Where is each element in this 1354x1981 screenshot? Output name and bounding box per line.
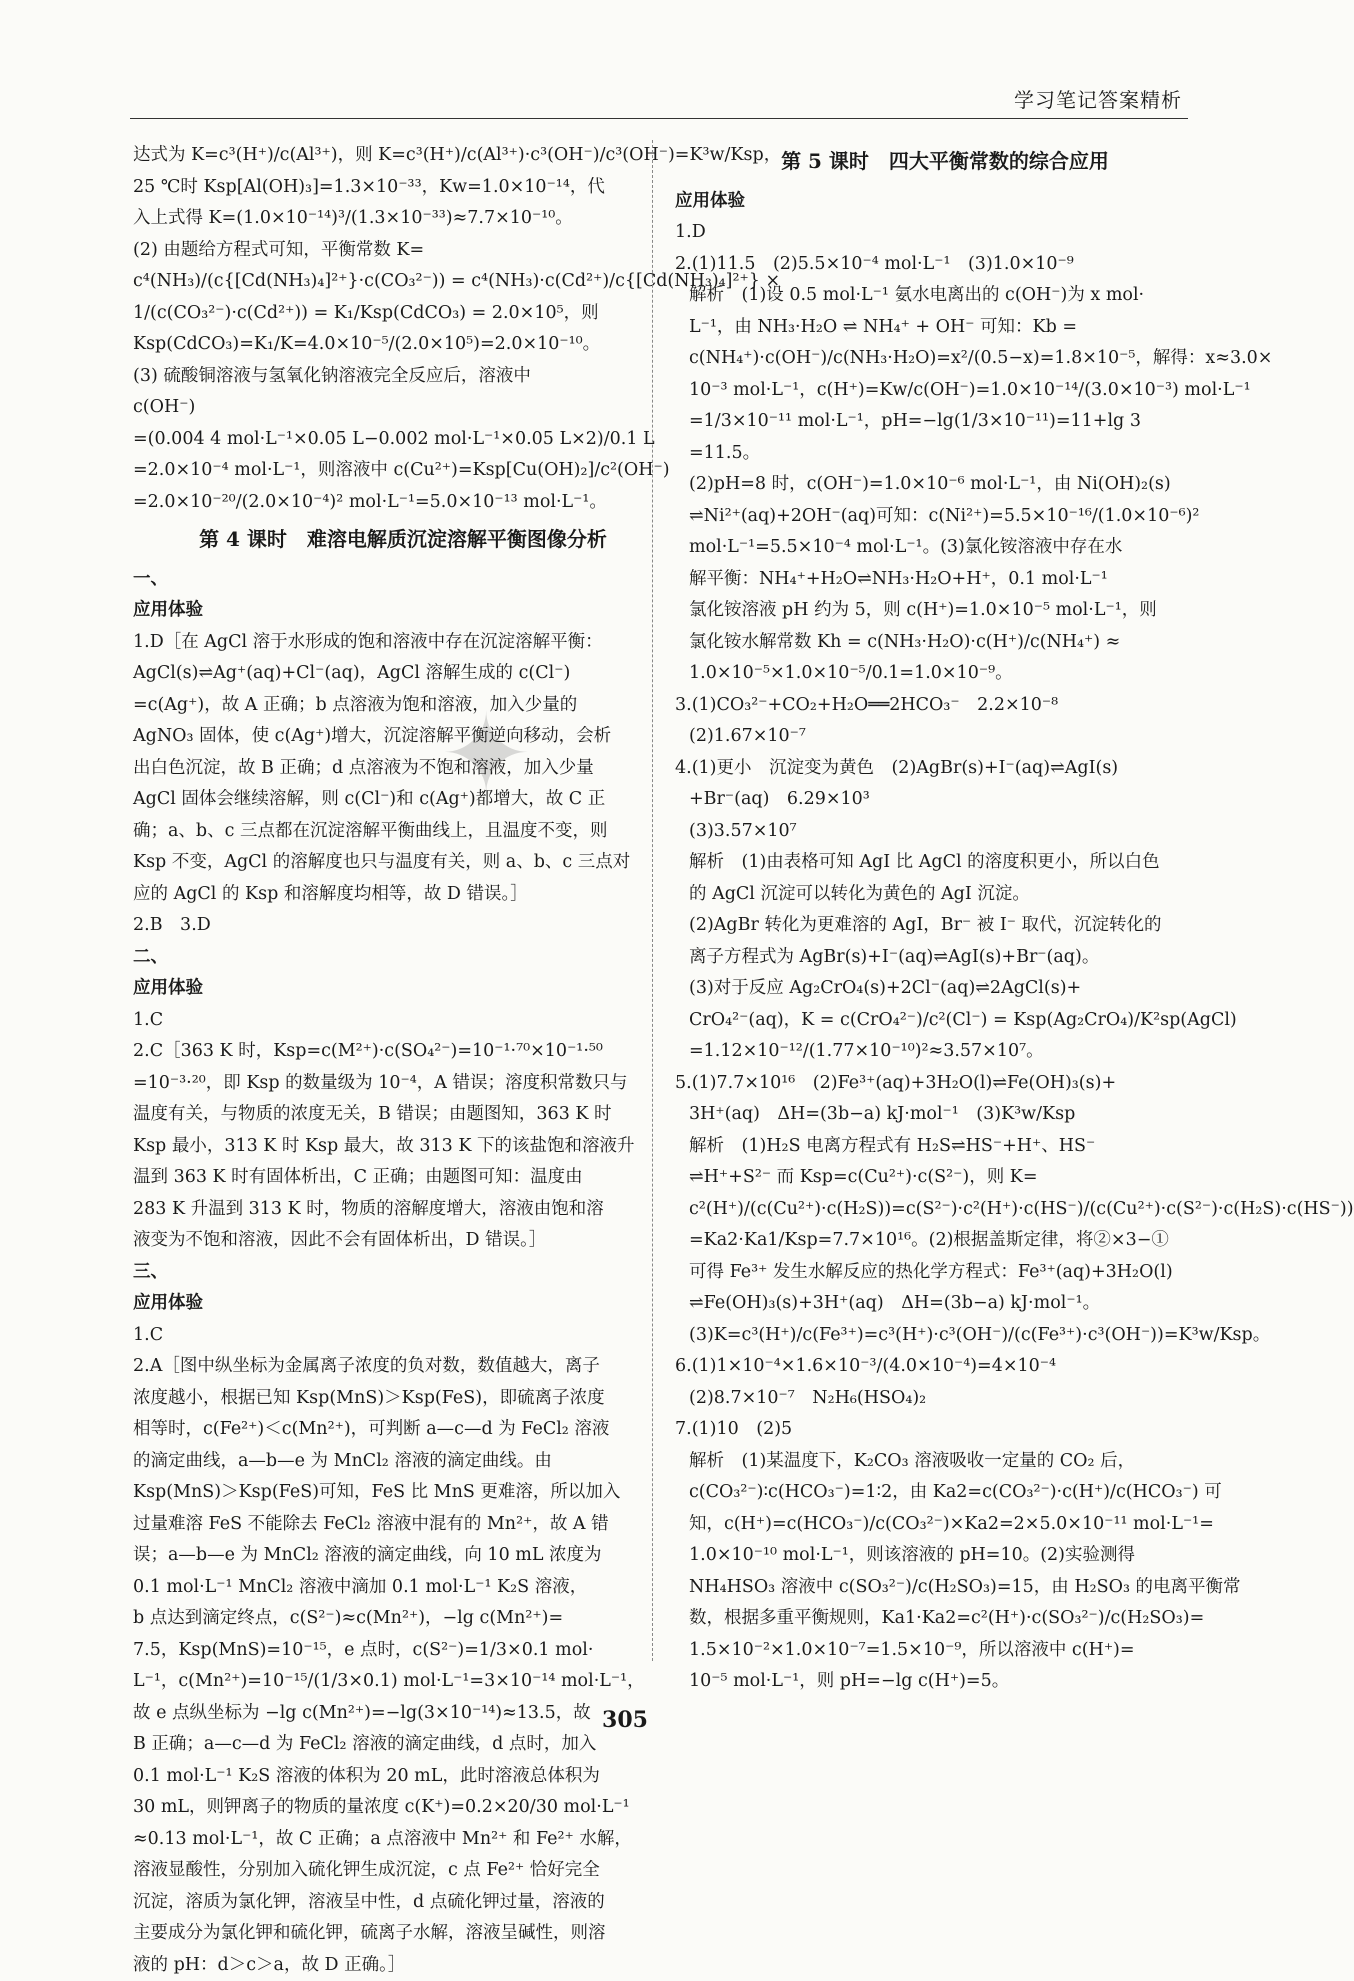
subsection-label: 应用体验 <box>675 186 1215 218</box>
subsection-label: 应用体验 <box>133 973 673 1005</box>
subsection-label: 二、 <box>133 942 673 974</box>
text-line: 故 e 点纵坐标为 −lg c(Mn²⁺)=−lg(3×10⁻¹⁴)≈13.5，故 <box>133 1698 673 1730</box>
column-divider <box>652 140 653 1661</box>
text-line: (2)AgBr 转化为更难溶的 AgI，Br⁻ 被 I⁻ 取代，沉淀转化的 <box>675 910 1215 942</box>
text-line: (3)3.57×10⁷ <box>675 816 1215 848</box>
text-line: AgNO₃ 固体，使 c(Ag⁺)增大，沉淀溶解平衡逆向移动，会析 <box>133 721 673 753</box>
text-line: 4.(1)更小 沉淀变为黄色 (2)AgBr(s)+I⁻(aq)⇌AgI(s) <box>675 753 1215 785</box>
text-line: NH₄HSO₃ 溶液中 c(SO₃²⁻)/c(H₂SO₃)=15，由 H₂SO₃ 的电离平衡常 <box>675 1572 1215 1604</box>
text-line: 离子方程式为 AgBr(s)+I⁻(aq)⇌AgI(s)+Br⁻(aq)。 <box>675 942 1215 974</box>
text-line: 3H⁺(aq) ΔH=(3b−a) kJ·mol⁻¹ (3)K³w/Ksp <box>675 1099 1215 1131</box>
text-line: L⁻¹，c(Mn²⁺)=10⁻¹⁵/(1/3×0.1) mol·L⁻¹=3×10⁻¹⁴ mol·L⁻¹， <box>133 1666 673 1698</box>
text-line: 误；a—b—e 为 MnCl₂ 溶液的滴定曲线，向 10 mL 浓度为 <box>133 1540 673 1572</box>
text-line: 液的 pH：d＞c＞a，故 D 正确。］ <box>133 1950 673 1981</box>
text-line: c(CO₃²⁻)∶c(HCO₃⁻)=1∶2，由 Ka2=c(CO₃²⁻)·c(H⁺)/c(HCO₃⁻) 可 <box>675 1477 1215 1509</box>
text-line: 溶液显酸性，分别加入硫化钾生成沉淀，c 点 Fe²⁺ 恰好完全 <box>133 1855 673 1887</box>
text-line: ⇌Ni²⁺(aq)+2OH⁻(aq)可知：c(Ni²⁺)=5.5×10⁻¹⁶/(1.0×10⁻⁶)² <box>675 501 1215 533</box>
text-line: 解析 (1)H₂S 电离方程式有 H₂S⇌HS⁻+H⁺、HS⁻ <box>675 1131 1215 1163</box>
text-line: =1/3×10⁻¹¹ mol·L⁻¹，pH=−lg(1/3×10⁻¹¹)=11+lg 3 <box>675 406 1215 438</box>
header-rule <box>130 118 1188 119</box>
text-line: c(OH⁻) <box>133 392 673 424</box>
section-title: 第 4 课时 难溶电解质沉淀溶解平衡图像分析 <box>133 524 673 556</box>
text-line: ⇌H⁺+S²⁻ 而 Ksp=c(Cu²⁺)·c(S²⁻)，则 K= <box>675 1162 1215 1194</box>
text-line: (3)对于反应 Ag₂CrO₄(s)+2Cl⁻(aq)⇌2AgCl(s)+ <box>675 973 1215 1005</box>
text-line: 相等时，c(Fe²⁺)＜c(Mn²⁺)，可判断 a—c—d 为 FeCl₂ 溶液 <box>133 1414 673 1446</box>
text-line: 2.C［363 K 时，Ksp=c(M²⁺)·c(SO₄²⁻)=10⁻¹·⁷⁰×10⁻¹·⁵⁰ <box>133 1036 673 1068</box>
subsection-label: 三、 <box>133 1257 673 1289</box>
text-line: L⁻¹，由 NH₃·H₂O ⇌ NH₄⁺ + OH⁻ 可知：Kb = <box>675 312 1215 344</box>
text-line: =10⁻³·²⁰，即 Ksp 的数量级为 10⁻⁴，A 错误；溶度积常数只与 <box>133 1068 673 1100</box>
text-line: 1.C <box>133 1005 673 1037</box>
text-line: 知，c(H⁺)=c(HCO₃⁻)/c(CO₃²⁻)×Ka2=2×5.0×10⁻¹¹ mol·L⁻¹= <box>675 1509 1215 1541</box>
text-line: 1.D［在 AgCl 溶于水形成的饱和溶液中存在沉淀溶解平衡： <box>133 627 673 659</box>
text-line: 温度有关，与物质的浓度无关，B 错误；由题图知，363 K 时 <box>133 1099 673 1131</box>
text-line: 温到 363 K 时有固体析出，C 正确；由题图可知：温度由 <box>133 1162 673 1194</box>
text-line: 氯化铵水解常数 Kh = c(NH₃·H₂O)·c(H⁺)/c(NH₄⁺) ≈ <box>675 627 1215 659</box>
text-line: AgCl 固体会继续溶解，则 c(Cl⁻)和 c(Ag⁺)都增大，故 C 正 <box>133 784 673 816</box>
text-line: 出白色沉淀，故 B 正确；d 点溶液为不饱和溶液，加入少量 <box>133 753 673 785</box>
text-line: 解析 (1)某温度下，K₂CO₃ 溶液吸收一定量的 CO₂ 后， <box>675 1446 1215 1478</box>
text-line: 液变为不饱和溶液，因此不会有固体析出，D 错误。］ <box>133 1225 673 1257</box>
text-line: 解平衡：NH₄⁺+H₂O⇌NH₃·H₂O+H⁺，0.1 mol·L⁻¹ <box>675 564 1215 596</box>
text-line: (2)8.7×10⁻⁷ N₂H₆(HSO₄)₂ <box>675 1383 1215 1415</box>
text-line: (2)1.67×10⁻⁷ <box>675 721 1215 753</box>
text-line: 283 K 升温到 313 K 时，物质的溶解度增大，溶液由饱和溶 <box>133 1194 673 1226</box>
text-line: 解析 (1)设 0.5 mol·L⁻¹ 氨水电离出的 c(OH⁻)为 x mol· <box>675 280 1215 312</box>
text-line: (3) 硫酸铜溶液与氢氧化钠溶液完全反应后，溶液中 <box>133 361 673 393</box>
text-line: 1.0×10⁻⁵×1.0×10⁻⁵/0.1=1.0×10⁻⁹。 <box>675 658 1215 690</box>
subsection-label: 应用体验 <box>133 1288 673 1320</box>
text-line: 1.0×10⁻¹⁰ mol·L⁻¹，则该溶液的 pH=10。(2)实验测得 <box>675 1540 1215 1572</box>
section-title: 第 5 课时 四大平衡常数的综合应用 <box>675 146 1215 178</box>
text-line: 过量难溶 FeS 不能除去 FeCl₂ 溶液中混有的 Mn²⁺，故 A 错 <box>133 1509 673 1541</box>
text-line: 1.C <box>133 1320 673 1352</box>
subsection-label: 应用体验 <box>133 595 673 627</box>
text-line: ⇌Fe(OH)₃(s)+3H⁺(aq) ΔH=(3b−a) kJ·mol⁻¹。 <box>675 1288 1215 1320</box>
text-line: 达式为 K=c³(H⁺)/c(Al³⁺)，则 K=c³(H⁺)/c(Al³⁺)·c³(OH⁻)/c³(OH⁻)=K³w/Ksp， <box>133 140 673 172</box>
text-line: c²(H⁺)/(c(Cu²⁺)·c(H₂S))=c(S²⁻)·c²(H⁺)·c(HS⁻)/(c(Cu²⁺)·c(S²⁻)·c(H₂S)·c(HS⁻)) <box>675 1194 1215 1226</box>
watermark: ✦ <box>440 690 542 818</box>
text-line: (2) 由题给方程式可知，平衡常数 K= <box>133 235 673 267</box>
text-line: 1.5×10⁻²×1.0×10⁻⁷=1.5×10⁻⁹，所以溶液中 c(H⁺)= <box>675 1635 1215 1667</box>
text-line: 的滴定曲线，a—b—e 为 MnCl₂ 溶液的滴定曲线。由 <box>133 1446 673 1478</box>
text-line: 5.(1)7.7×10¹⁶ (2)Fe³⁺(aq)+3H₂O(l)⇌Fe(OH)₃(s)+ <box>675 1068 1215 1100</box>
text-line: 2.B 3.D <box>133 910 673 942</box>
text-line: 可得 Fe³⁺ 发生水解反应的热化学方程式：Fe³⁺(aq)+3H₂O(l) <box>675 1257 1215 1289</box>
text-line: ≈0.13 mol·L⁻¹，故 C 正确；a 点溶液中 Mn²⁺ 和 Fe²⁺ 水解， <box>133 1824 673 1856</box>
text-line: =2.0×10⁻⁴ mol·L⁻¹，则溶液中 c(Cu²⁺)=Ksp[Cu(OH)₂]/c²(OH⁻) <box>133 455 673 487</box>
text-line: 6.(1)1×10⁻⁴×1.6×10⁻³/(4.0×10⁻⁴)=4×10⁻⁴ <box>675 1351 1215 1383</box>
left-column <box>133 140 673 1981</box>
text-line: 确；a、b、c 三点都在沉淀溶解平衡曲线上，且温度不变，则 <box>133 816 673 848</box>
text-line: 7.5，Ksp(MnS)=10⁻¹⁵，e 点时，c(S²⁻)=1/3×0.1 mol· <box>133 1635 673 1667</box>
text-line: =c(Ag⁺)，故 A 正确；b 点溶液为饱和溶液，加入少量的 <box>133 690 673 722</box>
text-line: mol·L⁻¹=5.5×10⁻⁴ mol·L⁻¹。(3)氯化铵溶液中存在水 <box>675 532 1215 564</box>
text-line: =Ka2·Ka1/Ksp=7.7×10¹⁶。(2)根据盖斯定律，将②×3−① <box>675 1225 1215 1257</box>
text-line: 3.(1)CO₃²⁻+CO₂+H₂O══2HCO₃⁻ 2.2×10⁻⁸ <box>675 690 1215 722</box>
text-line: B 正确；a—c—d 为 FeCl₂ 溶液的滴定曲线，d 点时，加入 <box>133 1729 673 1761</box>
text-line: 2.A［图中纵坐标为金属离子浓度的负对数，数值越大，离子 <box>133 1351 673 1383</box>
text-line: 数，根据多重平衡规则，Ka1·Ka2=c²(H⁺)·c(SO₃²⁻)/c(H₂SO₃)= <box>675 1603 1215 1635</box>
text-line: 氯化铵溶液 pH 约为 5，则 c(H⁺)=1.0×10⁻⁵ mol·L⁻¹，则 <box>675 595 1215 627</box>
text-line: 应的 AgCl 的 Ksp 和溶解度均相等，故 D 错误。］ <box>133 879 673 911</box>
text-line: 沉淀，溶质为氯化钾，溶液呈中性，d 点硫化钾过量，溶液的 <box>133 1887 673 1919</box>
subsection-label: 一、 <box>133 564 673 596</box>
text-line: 0.1 mol·L⁻¹ K₂S 溶液的体积为 20 mL，此时溶液总体积为 <box>133 1761 673 1793</box>
text-line: 10⁻³ mol·L⁻¹，c(H⁺)=Kw/c(OH⁻)=1.0×10⁻¹⁴/(3.0×10⁻³) mol·L⁻¹ <box>675 375 1215 407</box>
text-line: 主要成分为氯化钾和硫化钾，硫离子水解，溶液呈碱性，则溶 <box>133 1918 673 1950</box>
text-line: =(0.004 4 mol·L⁻¹×0.05 L−0.002 mol·L⁻¹×0.05 L×2)/0.1 L <box>133 424 673 456</box>
text-line: (3)K=c³(H⁺)/c(Fe³⁺)=c³(H⁺)·c³(OH⁻)/(c(Fe³⁺)·c³(OH⁻))=K³w/Ksp。 <box>675 1320 1215 1352</box>
text-line: c⁴(NH₃)/(c{[Cd(NH₃)₄]²⁺}·c(CO₃²⁻)) = c⁴(NH₃)·c(Cd²⁺)/c{[Cd(NH₃)₄]²⁺} × <box>133 266 673 298</box>
text-line: 解析 (1)由表格可知 AgI 比 AgCl 的溶度积更小，所以白色 <box>675 847 1215 879</box>
text-line: 1.D <box>675 217 1215 249</box>
text-line: =2.0×10⁻²⁰/(2.0×10⁻⁴)² mol·L⁻¹=5.0×10⁻¹³ mol·L⁻¹。 <box>133 487 673 519</box>
text-line: (2)pH=8 时，c(OH⁻)=1.0×10⁻⁶ mol·L⁻¹，由 Ni(OH)₂(s) <box>675 469 1215 501</box>
text-line: =11.5。 <box>675 438 1215 470</box>
text-line: Ksp 最小，313 K 时 Ksp 最大，故 313 K 下的该盐饱和溶液升 <box>133 1131 673 1163</box>
text-line: 0.1 mol·L⁻¹ MnCl₂ 溶液中滴加 0.1 mol·L⁻¹ K₂S 溶液， <box>133 1572 673 1604</box>
text-line: =1.12×10⁻¹²/(1.77×10⁻¹⁰)²≈3.57×10⁷。 <box>675 1036 1215 1068</box>
text-line: 7.(1)10 (2)5 <box>675 1414 1215 1446</box>
page-header-title: 学习笔记答案精析 <box>1014 84 1182 113</box>
text-line: 2.(1)11.5 (2)5.5×10⁻⁴ mol·L⁻¹ (3)1.0×10⁻⁹ <box>675 249 1215 281</box>
text-line: 入上式得 K=(1.0×10⁻¹⁴)³/(1.3×10⁻³³)≈7.7×10⁻¹⁰。 <box>133 203 673 235</box>
text-line: +Br⁻(aq) 6.29×10³ <box>675 784 1215 816</box>
right-column <box>675 140 1215 1698</box>
text-line: 25 ℃时 Ksp[Al(OH)₃]=1.3×10⁻³³，Kw=1.0×10⁻¹⁴，代 <box>133 172 673 204</box>
text-line: 10⁻⁵ mol·L⁻¹，则 pH=−lg c(H⁺)=5。 <box>675 1666 1215 1698</box>
text-line: CrO₄²⁻(aq)，K = c(CrO₄²⁻)/c²(Cl⁻) = Ksp(Ag₂CrO₄)/K²sp(AgCl) <box>675 1005 1215 1037</box>
text-line: 浓度越小，根据已知 Ksp(MnS)＞Ksp(FeS)，即硫离子浓度 <box>133 1383 673 1415</box>
text-line: 1/(c(CO₃²⁻)·c(Cd²⁺)) = K₁/Ksp(CdCO₃) = 2.0×10⁵，则 <box>133 298 673 330</box>
text-line: AgCl(s)⇌Ag⁺(aq)+Cl⁻(aq)，AgCl 溶解生成的 c(Cl⁻) <box>133 658 673 690</box>
page-number: 305 <box>0 1707 1250 1733</box>
text-line: c(NH₄⁺)·c(OH⁻)/c(NH₃·H₂O)=x²/(0.5−x)=1.8×10⁻⁵，解得：x≈3.0× <box>675 343 1215 375</box>
text-line: 的 AgCl 沉淀可以转化为黄色的 AgI 沉淀。 <box>675 879 1215 911</box>
text-line: 30 mL，则钾离子的物质的量浓度 c(K⁺)=0.2×20/30 mol·L⁻¹ <box>133 1792 673 1824</box>
text-line: Ksp(CdCO₃)=K₁/K=4.0×10⁻⁵/(2.0×10⁵)=2.0×10⁻¹⁰。 <box>133 329 673 361</box>
text-line: Ksp 不变，AgCl 的溶解度也只与温度有关，则 a、b、c 三点对 <box>133 847 673 879</box>
text-line: b 点达到滴定终点，c(S²⁻)≈c(Mn²⁺)，−lg c(Mn²⁺)= <box>133 1603 673 1635</box>
text-line: Ksp(MnS)＞Ksp(FeS)可知，FeS 比 MnS 更难溶，所以加入 <box>133 1477 673 1509</box>
